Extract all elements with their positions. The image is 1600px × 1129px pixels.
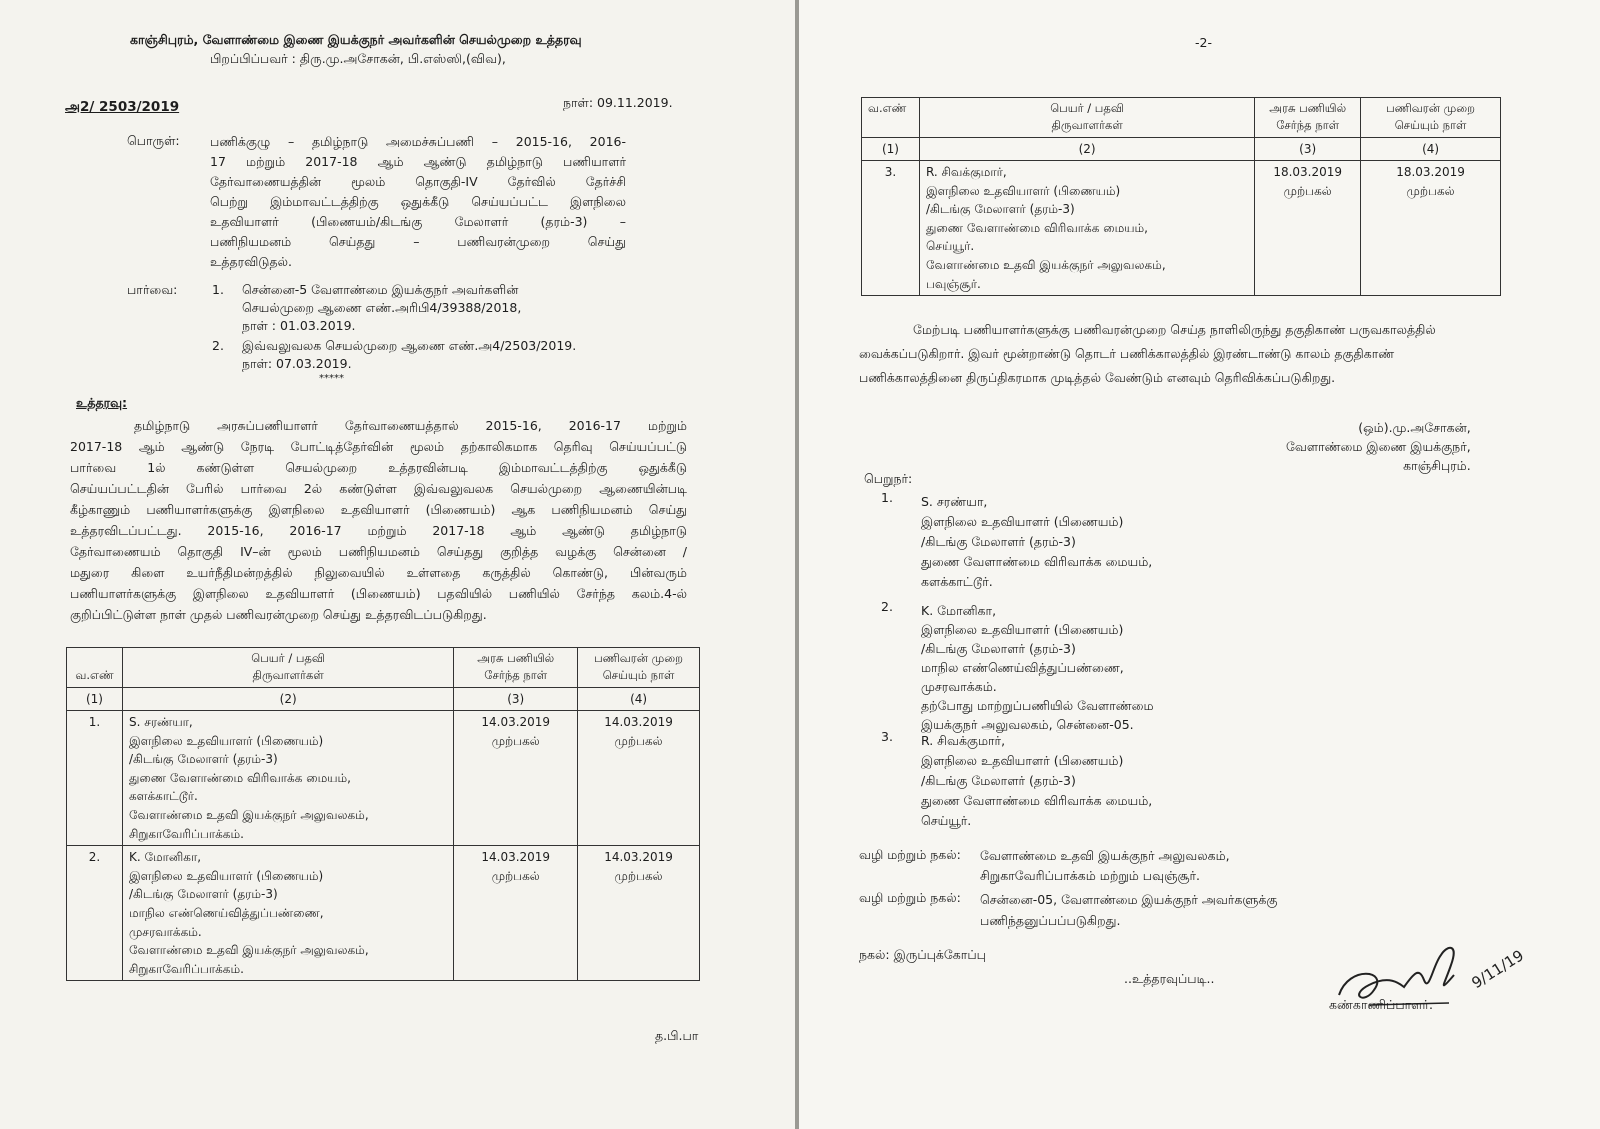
references-label: பார்வை: [127,282,178,297]
office-header: காஞ்சிபுரம், வேளாண்மை இணை இயக்குநர் அவர்களின் செயல்முறை உத்தரவு [130,32,582,47]
reference-item-1: சென்னை-5 வேளாண்மை இயக்குநர் அவர்களின் செயல்முறை ஆணை எண்.அரிபி4/39388/2018, நாள் : 01.03.2019. [242,282,522,333]
superintendent-label: கண்காணிப்பாளர். [1329,997,1433,1012]
row-serial: 3. [862,161,920,296]
row-join-date: 14.03.2019 முற்பகல் [454,711,578,846]
order-line: உத்தரவிடப்பட்டது. 2015-16, 2016-17 மற்றும் 2017-18 ஆம் ஆண்டு தமிழ்நாடு [70,523,687,538]
recipient-1: S. சரண்யா, இளநிலை உதவியாளர் (பிணையம்) /கிடங்கு மேலாளர் (தரம்-3) துணை வேளாண்மை விரிவாக்க மையம், களக்காட்டூர். [921,494,1153,589]
order-date: நாள்: 09.11.2019. [563,95,673,110]
header-name: பெயர் / பதவி திருவாளர்கள் [919,98,1254,138]
paragraph-line: மேற்படி பணியாளர்களுக்கு பணிவரன்முறை செய்த நாளிலிருந்து தகுதிகாண் பருவகாலத்தில் [913,322,1436,337]
signatory-place: காஞ்சிபுரம். [1403,458,1471,473]
table-header-row [67,648,700,688]
header-name: பெயர் / பதவி திருவாளர்கள் [122,648,453,688]
signatory-block [1286,418,1471,475]
recipient-number: 3. [881,729,893,744]
row-regularisation-date: 18.03.2019 முற்பகல் [1361,161,1501,296]
subject-line: பணிநியமனம் செய்தது – பணிவரன்முறை செய்து [210,234,626,249]
order-heading: உத்தரவு: [76,395,128,410]
column-number: (4) [578,687,700,711]
please-turn-over: த.பி.பா [655,1028,699,1043]
column-number: (1) [67,687,123,711]
header-serial: வ.எண் [862,98,920,138]
copy-to-director: சென்னை-05, வேளாண்மை இயக்குநர் அவர்களுக்கு பணிந்தனுப்பப்படுகிறது. [980,892,1278,928]
order-line: மதுரை கிளை உயர்நீதிமன்றத்தில் நிலுவையில் உள்ளதை கருத்தில் கொண்டு, பின்வரும் [70,565,687,580]
subject-line: தேர்வாணையத்தின் மூலம் தொகுதி-IV தேர்வில் தேர்ச்சி [210,174,626,189]
copy-file: நகல்: இருப்புக்கோப்பு [859,947,986,962]
order-line: குறிப்பிட்டுள்ள நாள் முதல் பணிவரன்முறை செய்து உத்தரவிடப்படுகிறது. [70,607,487,622]
column-number-row [67,687,700,711]
regularisation-table-page2 [861,97,1501,296]
recipients-label: பெறுநர்: [864,471,913,486]
row-name-designation: K. மோனிகா, இளநிலை உதவியாளர் (பிணையம்) /கிடங்கு மேலாளர் (தரம்-3) மாநில எண்ணெய்வித்துப்பண்ணை, முசரவாக்கம். வேளாண்மை உதவி இயக்குநர் அலுவலகம், சிறுகாவேரிப்பாக்கம். [122,846,453,981]
copy-to-assistant-director: வேளாண்மை உதவி இயக்குநர் அலுவலகம், சிறுகாவேரிப்பாக்கம் மற்றும் பவுஞ்சூர். [980,848,1230,883]
header-serial: வ.எண் [67,648,123,688]
recipient-number: 2. [881,599,893,614]
column-number: (2) [122,687,453,711]
header-regularisation-date: பணிவரன் முறை செய்யும் நாள் [578,648,700,688]
paragraph-line: வைக்கப்படுகிறார். இவர் மூன்றாண்டு தொடர் பணிக்காலத்தில் இரண்டாண்டு காலம் தகுதிகாண் [859,346,1395,361]
column-number: (2) [919,137,1254,161]
table-row [862,161,1501,296]
row-regularisation-date: 14.03.2019 முற்பகல் [578,711,700,846]
row-join-date: 14.03.2019 முற்பகல் [454,846,578,981]
subject-line: உதவியாளர் (பிணையம்/கிடங்கு மேலாளர் (தரம்-3) – [210,214,626,229]
order-line: செய்யப்பட்டதின் பேரில் பார்வை 2ல் கண்டுள்ள இவ்வலுவலக செயல்முறை ஆணையின்படி [70,481,687,496]
order-line: தேர்வாணையம் தொகுதி IV–ன் மூலம் பணிநியமனம் செய்தது குறித்த வழக்கு சென்னை / [70,544,687,559]
subject-line: பெற்று இம்மாவட்டத்திற்கு ஒதுக்கீடு செய்யப்பட்ட இளநிலை [210,194,626,209]
order-line: கீழ்காணும் பணியாளர்களுக்கு இளநிலை உதவியாளர் (பிணையம்) ஆக பணிநியமனம் செய்து [70,502,687,517]
order-line: தமிழ்நாடு அரசுப்பணியாளர் தேர்வாணையத்தால் 2015-16, 2016-17 மற்றும் [134,418,687,433]
row-name-designation: R. சிவக்குமார், இளநிலை உதவியாளர் (பிணையம்) /கிடங்கு மேலாளர் (தரம்-3) துணை வேளாண்மை விரிவாக்க மையம், செய்யூர். வேளாண்மை உதவி இயக்குநர் அலுவலகம், பவுஞ்சூர். [919,161,1254,296]
issuer-line: பிறப்பிப்பவர் : திரு.மு.அசோகன், பி.எஸ்ஸி,(விவ), [210,51,506,66]
recipient-3: R. சிவக்குமார், இளநிலை உதவியாளர் (பிணையம்) /கிடங்கு மேலாளர் (தரம்-3) துணை வேளாண்மை விரிவாக்க மையம், செய்யூர். [921,733,1153,828]
probation-paragraph [859,318,1436,390]
column-number: (3) [1255,137,1361,161]
regularisation-table-page1 [66,647,700,981]
header-join-date: அரசு பணியில் சேர்ந்த நாள் [1255,98,1361,138]
table-row [67,711,700,846]
header-regularisation-date: பணிவரன் முறை செய்யும் நாள் [1361,98,1501,138]
column-number: (3) [454,687,578,711]
column-number: (1) [862,137,920,161]
subject-text [210,132,626,272]
table-header-row [862,98,1501,138]
by-order: ..உத்தரவுப்படி.. [1124,971,1215,986]
column-number-row [862,137,1501,161]
row-serial: 1. [67,711,123,846]
page-number: -2- [1195,35,1212,50]
separator-stars: ***** [319,373,344,384]
order-line: பார்வை 1ல் கண்டுள்ள செயல்முறை உத்தரவின்படி இம்மாவட்டத்திற்கு ஒதுக்கீடு [70,460,687,475]
paragraph-line: பணிக்காலத்தினை திருப்திகரமாக முடித்தல் வேண்டும் எனவும் தெரிவிக்கப்படுகிறது. [859,370,1336,385]
subject-line: உத்தரவிடுதல். [210,254,292,269]
row-regularisation-date: 14.03.2019 முற்பகல் [578,846,700,981]
signatory-designation: வேளாண்மை இணை இயக்குநர், [1286,439,1471,454]
page-two [799,0,1600,1129]
page-one [0,0,795,1129]
column-number: (4) [1361,137,1501,161]
row-join-date: 18.03.2019 முற்பகல் [1255,161,1361,296]
row-name-designation: S. சரண்யா, இளநிலை உதவியாளர் (பிணையம்) /கிடங்கு மேலாளர் (தரம்-3) துணை வேளாண்மை விரிவாக்க மையம், களக்காட்டூர். வேளாண்மை உதவி இயக்குநர் அலுவலகம், சிறுகாவேரிப்பாக்கம். [122,711,453,846]
table-row [67,846,700,981]
order-body [70,415,687,625]
subject-label: பொருள்: [127,133,180,148]
reference-item-2: இவ்வலுவலக செயல்முறை ஆணை எண்.அ4/2503/2019. நாள்: 07.03.2019. [242,338,577,371]
recipient-2: K. மோனிகா, இளநிலை உதவியாளர் (பிணையம்) /கிடங்கு மேலாளர் (தரம்-3) மாநில எண்ணெய்வித்துப்பண்ணை, முசரவாக்கம். தற்போது மாற்றுப்பணியில் வேளாண்மை இயக்குநர் அலுவலகம், சென்னை-05. [921,603,1154,732]
subject-line: 17 மற்றும் 2017-18 ஆம் ஆண்டு தமிழ்நாடு பணியாளர் [210,154,626,169]
row-serial: 2. [67,846,123,981]
reference-number-2: 2. [212,338,224,353]
order-line: 2017-18 ஆம் ஆண்டு நேரடி போட்டித்தேர்வின் மூலம் தற்காலிகமாக தெரிவு செய்யப்பட்டு [70,439,687,454]
header-join-date: அரசு பணியில் சேர்ந்த நாள் [454,648,578,688]
reference-number-1: 1. [212,282,224,297]
signature-date: 9/11/19 [1468,946,1527,993]
order-line: பணியாளர்களுக்கு இளநிலை உதவியாளர் (பிணையம்) பதவியில் பணியில் சேர்ந்த கலம்.4-ல் [70,586,687,601]
signatory-name: (ஒம்).மு.அசோகன், [1358,420,1471,435]
copy-to-label: வழி மற்றும் நகல்: [859,847,961,862]
subject-line: பணிக்குழு – தமிழ்நாடு அமைச்சுப்பணி – 2015-16, 2016- [210,134,626,149]
copy-to-label: வழி மற்றும் நகல்: [859,890,961,905]
recipient-number: 1. [881,490,893,505]
reference-number: அ2/ 2503/2019 [65,99,180,115]
